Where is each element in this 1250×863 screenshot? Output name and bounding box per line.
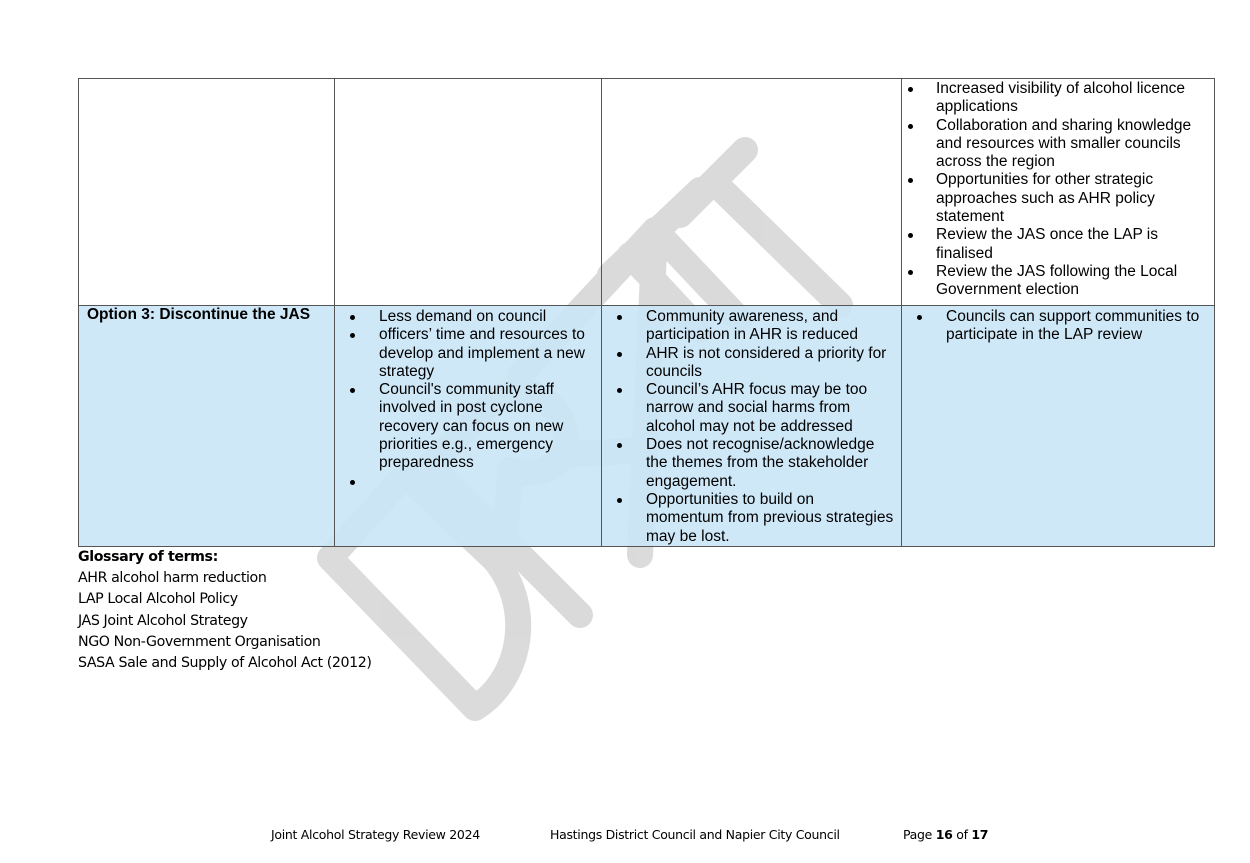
- list-item: Opportunities to build on momentum from previous strategies may be lost.: [602, 491, 901, 546]
- glossary: [78, 547, 372, 674]
- list-item: Less demand on council: [335, 308, 601, 326]
- list-item: Collaboration and sharing knowledge and resources with smaller councils across the region: [902, 117, 1214, 172]
- table-cell: [602, 306, 902, 547]
- table-cell: [335, 306, 602, 547]
- table-cell: [602, 79, 902, 306]
- list-item: [335, 473, 601, 491]
- glossary-item: LAP Local Alcohol Policy: [78, 591, 238, 608]
- advantages-list: [335, 308, 601, 491]
- opportunities-list: [902, 308, 1214, 345]
- glossary-item: SASA Sale and Supply of Alcohol Act (2012): [78, 655, 372, 672]
- list-item: Community awareness, and participation in AHR is reduced: [602, 308, 901, 345]
- options-table: [78, 78, 1215, 547]
- option-label: Option 3: Discontinue the JAS: [87, 306, 311, 323]
- table-cell: [79, 79, 335, 306]
- glossary-item: AHR alcohol harm reduction: [78, 570, 267, 587]
- option-label-cell: [79, 306, 335, 547]
- glossary-item: NGO Non-Government Organisation: [78, 633, 321, 650]
- list-item: Review the JAS once the LAP is finalised: [902, 226, 1214, 263]
- list-item: Council's community staff involved in post cyclone recovery can focus on new priorities e.g., emergency preparedness: [335, 381, 601, 472]
- disadvantages-list: [602, 308, 901, 546]
- list-item: Council’s AHR focus may be too narrow and social harms from alcohol may not be addressed: [602, 381, 901, 436]
- footer-page-number: [903, 827, 988, 842]
- page-footer: [0, 827, 1250, 847]
- table-cell: [335, 79, 602, 306]
- footer-doc-title: Joint Alcohol Strategy Review 2024: [271, 827, 480, 842]
- list-item: Increased visibility of alcohol licence applications: [902, 80, 1214, 117]
- benefits-list: [902, 80, 1214, 300]
- footer-page-word: Page: [903, 827, 933, 842]
- list-item: Does not recognise/acknowledge the themes from the stakeholder engagement.: [602, 436, 901, 491]
- footer-page-current: 16: [935, 827, 953, 842]
- list-item: officers’ time and resources to develop and implement a new strategy: [335, 326, 601, 381]
- table-cell: [902, 306, 1215, 547]
- table-cell: [902, 79, 1215, 306]
- footer-councils: Hastings District Council and Napier City Council: [550, 827, 840, 842]
- table-row: [79, 306, 1215, 547]
- glossary-item: JAS Joint Alcohol Strategy: [78, 612, 248, 629]
- list-item: Councils can support communities to participate in the LAP review: [902, 308, 1214, 345]
- list-item: Opportunities for other strategic approaches such as AHR policy statement: [902, 171, 1214, 226]
- list-item: AHR is not considered a priority for councils: [602, 345, 901, 382]
- footer-page-total: 17: [971, 827, 989, 842]
- glossary-heading: Glossary of terms:: [78, 549, 218, 565]
- list-item: Review the JAS following the Local Government election: [902, 263, 1214, 300]
- footer-of-word: of: [956, 827, 968, 842]
- table-row: [79, 79, 1215, 306]
